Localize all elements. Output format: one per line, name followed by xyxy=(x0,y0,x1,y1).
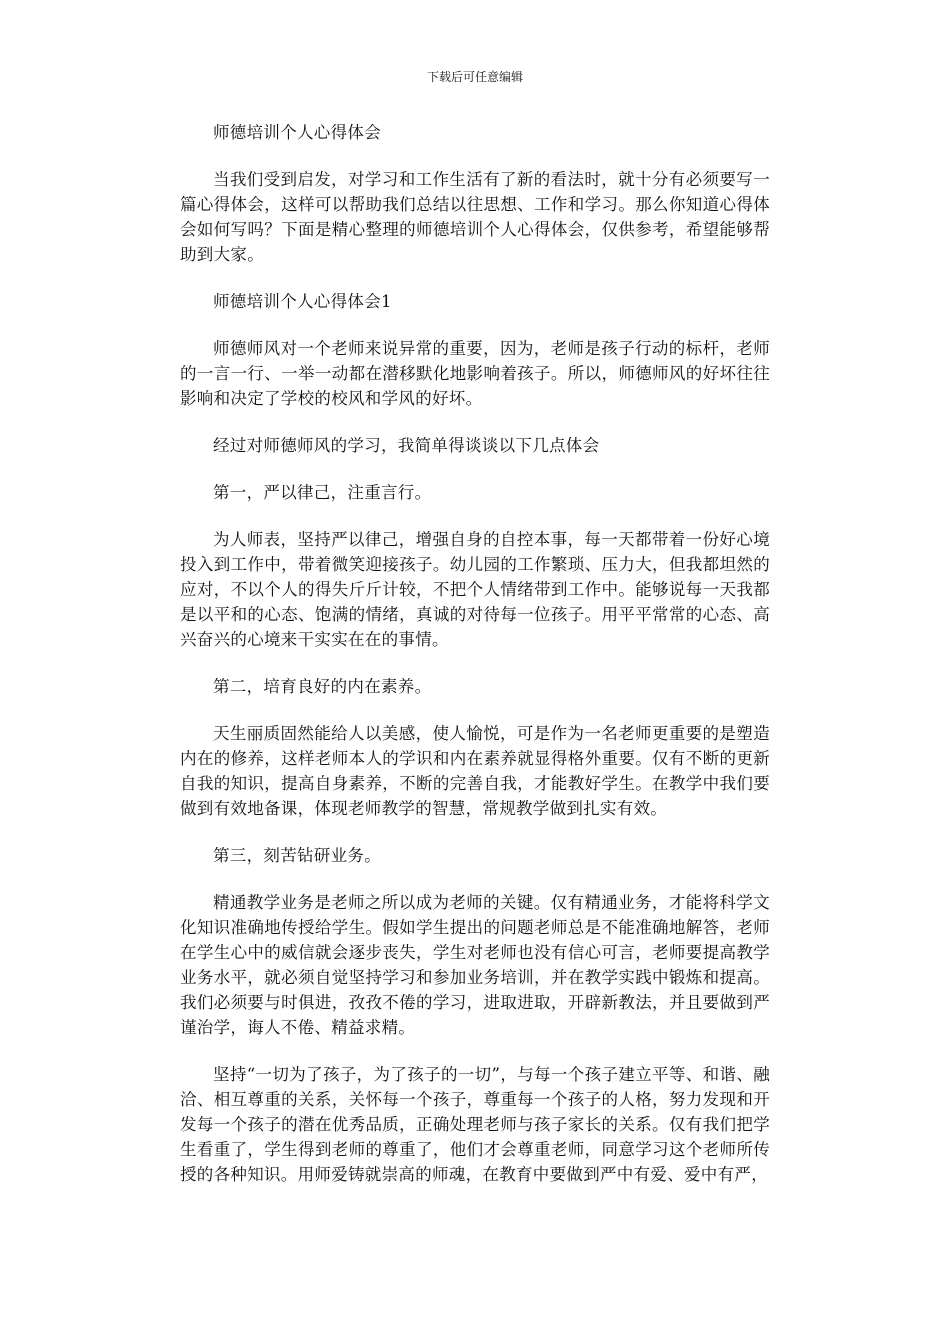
paragraph-2: 经过对师德师风的学习，我简单得谈谈以下几点体会 xyxy=(213,436,600,455)
section-title: 师德培训个人心得体会1 xyxy=(213,292,392,311)
point1-body: 为人师表，坚持严以律己，增强自身的自控本事，每一天都带着一份好心境投入到工作中，带着微笑迎接孩子。幼儿园的工作繁琐、压力大，但我都坦然的应对，不以个人的得失斤斤计较，不把个人情绪带到工作中。能够说每一天我都是以平和的心态、饱满的情绪，真诚的对待每一位孩子。用平平常常的心态、高兴奋兴的心境来干实实在在的事情。 xyxy=(180,530,770,649)
point2-body: 天生丽质固然能给人以美感，使人愉悦，可是作为一名老师更重要的是塑造内在的修养，这样老师本人的学识和内在素养就显得格外重要。仅有不断的更新自我的知识，提高自身素养，不断的完善自我，才能教好学生。在教学中我们要做到有效地备课，体现老师教学的智慧，常规教学做到扎实有效。 xyxy=(180,724,770,818)
paragraph-1: 师德师风对一个老师来说异常的重要，因为，老师是孩子行动的标杆，老师的一言一行、一举一动都在潜移默化地影响着孩子。所以，师德师风的好坏往往影响和决定了学校的校风和学风的好坏。 xyxy=(180,339,770,408)
point1-title: 第一，严以律己，注重言行。 xyxy=(213,483,432,502)
point3-body: 精通教学业务是老师之所以成为老师的关键。仅有精通业务，才能将科学文化知识准确地传授给学生。假如学生提出的问题老师总是不能准确地解答，老师在学生心中的威信就会逐步丧失，学生对老师也没有信心可言，老师要提高教学业务水平，就必须自觉坚持学习和参加业务培训，并在教学实践中锻炼和提高。我们必须要与时俱进，孜孜不倦的学习，进取进取，开辟新教法，并且要做到严谨治学，诲人不倦、精益求精。 xyxy=(180,893,770,1037)
header-note: 下载后可任意编辑 xyxy=(426,70,523,84)
closing-paragraph: 坚持“一切为了孩子，为了孩子的一切”，与每一个孩子建立平等、和谐、融洽、相互尊重的关系，关怀每一个孩子，尊重每一个孩子的人格，努力发现和开发每一个孩子的潜在优秀品质，正确处理老师与孩子家长的关系。仅有我们把学生看重了，学生得到老师的尊重了，他们才会尊重老师，同意学习这个老师所传授的各种知识。用师爱铸就崇高的师魂，在教育中要做到严中有爱、爱中有严， xyxy=(180,1065,770,1184)
point3-title: 第三，刻苦钻研业务。 xyxy=(213,846,381,865)
point2-title: 第二，培育良好的内在素养。 xyxy=(213,677,432,696)
document-title: 师德培训个人心得体会 xyxy=(213,123,381,142)
document-body xyxy=(180,120,770,1209)
intro-paragraph: 当我们受到启发，对学习和工作生活有了新的看法时，就十分有必须要写一篇心得体会，这样可以帮助我们总结以往思想、工作和学习。那么你知道心得体会如何写吗？下面是精心整理的师德培训个人心得体会，仅供参考，希望能够帮助到大家。 xyxy=(180,170,770,264)
